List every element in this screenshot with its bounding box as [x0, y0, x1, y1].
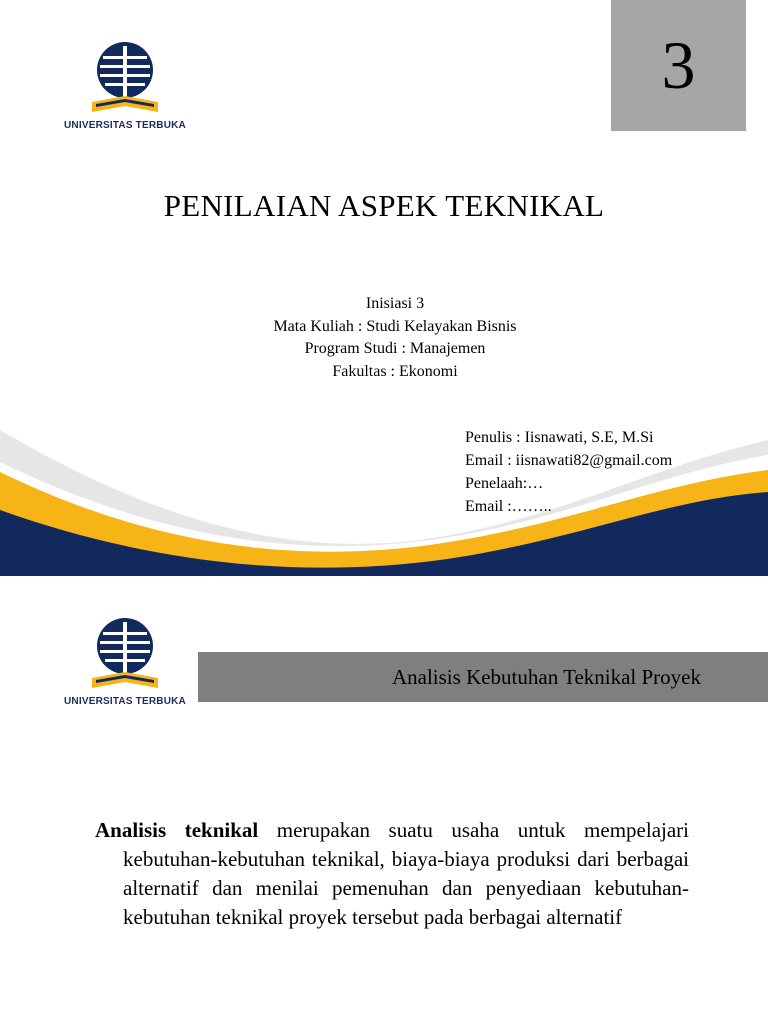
author-line: Email :…….. [465, 498, 552, 515]
section-number-box [611, 0, 746, 131]
info-line: Mata Kuliah : Studi Kelayakan Bisnis [273, 317, 517, 335]
banner-title: Analisis Kebutuhan Teknikal Proyek [391, 665, 701, 689]
university-logo [60, 40, 190, 135]
logo-text: UNIVERSITAS TERBUKA [64, 120, 186, 131]
author-line: Email : iisnawati82@gmail.com [465, 452, 673, 469]
slide-title: PENILAIAN ASPEK TEKNIKAL [163, 188, 605, 223]
logo-text: UNIVERSITAS TERBUKA [64, 696, 186, 707]
info-line: Fakultas : Ekonomi [332, 362, 458, 380]
info-line: Program Studi : Manajemen [304, 340, 486, 357]
university-emblem-icon [60, 40, 190, 120]
author-info [465, 426, 672, 518]
paragraph-text: merupakan suatu usaha untuk mempelajari kebutuhan-kebutuhan teknikal, biaya-biaya produksi dari berbagai alternatif dan menilai pemenuhan dan penyediaan kebutuhan-kebutuhan teknikal proyek tersebut pada berbagai alternatif [123, 818, 690, 929]
paragraph-lead: Analisis teknikal [95, 818, 259, 842]
course-info [0, 293, 768, 383]
content-slide [0, 576, 768, 1024]
author-line: Penulis : Iisnawati, S.E, M.Si [465, 429, 654, 446]
section-banner [198, 652, 768, 702]
section-number: 3 [661, 27, 696, 103]
author-line: Penelaah:… [465, 475, 544, 492]
body-paragraph [95, 816, 689, 932]
university-emblem-icon [60, 616, 190, 696]
info-line: Inisiasi 3 [365, 295, 425, 312]
university-logo [60, 616, 190, 711]
